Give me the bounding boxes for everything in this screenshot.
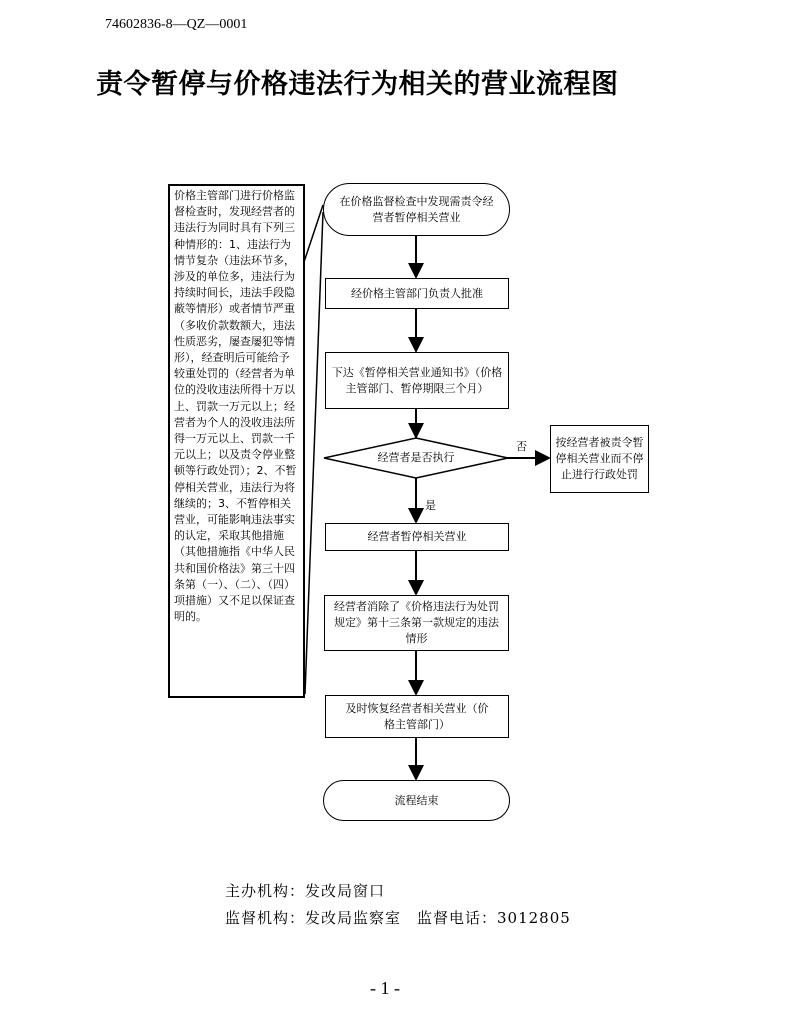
page-number: - 1 -	[370, 978, 400, 998]
suspend-step: 经营者暂停相关营业	[325, 523, 509, 551]
eliminated-step: 经营者消除了《价格违法行为处罚规定》第十三条第一款规定的违法情形	[324, 595, 509, 651]
end-terminal: 流程结束	[323, 780, 510, 821]
no-label: 否	[516, 440, 527, 453]
decision-label: 经营者是否执行	[377, 451, 455, 464]
host-organization: 主办机构：发改局窗口	[225, 882, 386, 900]
callout-line-bottom	[305, 212, 323, 694]
approve-step: 经价格主管部门负责人批准	[325, 278, 509, 309]
conditions-note-box: 价格主管部门进行价格监督检查时，发现经营者的违法行为同时具有下列三种情形的：1、违法行为情节复杂（违法环节多，涉及的单位多，违法行为持续时间长，违法手段隐蔽等情形）或者情节严重（多收价款数额大，违法性质恶劣，屡查屡犯等情形），经查明后可能给予较重处罚的（经营者为单位的没收违法所得十万以上、罚款一万元以上；经营者为个人的没收违法所得一万元以上、罚款一千元以上；以及责令停业整顿等行政处罚）；2、不暂停相关营业，违法行为将继续的；3、不暂停相关营业，可能影响违法事实的认定，采取其他措施（其他措施指《中华人民共和国价格法》第三十四条第（一）、（二）、（四）项措施）又不足以保证查明的。	[168, 184, 305, 698]
resume-step: 及时恢复经营者相关营业（价格主管部门）	[325, 695, 509, 738]
yes-label: 是	[425, 499, 436, 512]
start-terminal: 在价格监督检查中发现需责令经营者暂停相关营业	[323, 183, 510, 236]
document-id: 74602836-8—QZ—0001	[105, 17, 248, 32]
penalty-step: 按经营者被责令暂停相关营业而不停止进行行政处罚	[550, 425, 649, 493]
notice-step: 下达《暂停相关营业通知书》（价格主管部门、暂停期限三个月）	[325, 352, 509, 409]
supervisor-info: 监督机构：发改局监察室 监督电话：3012805	[225, 909, 571, 927]
page-title: 责令暂停与价格违法行为相关的营业流程图	[96, 69, 619, 100]
callout-line-top	[304, 205, 323, 262]
